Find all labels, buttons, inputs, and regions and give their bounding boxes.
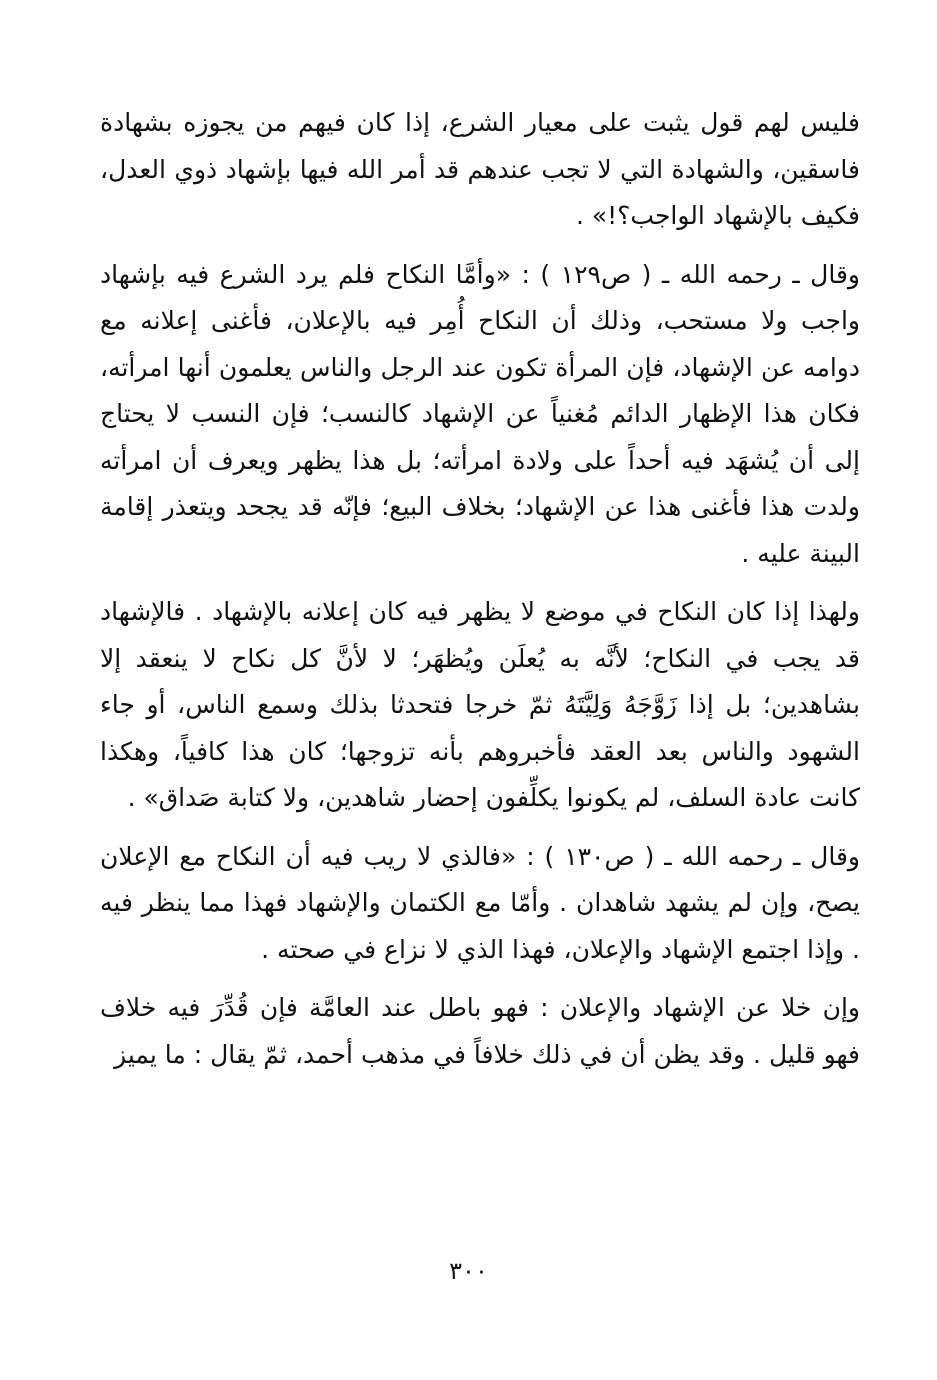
page-number: ٣٠٠ bbox=[449, 1257, 488, 1285]
paragraph-1: فليس لهم قول يثبت على معيار الشرع، إذا كان فيهم من يجوزه بشهادة فاسقين، والشهادة التي لا تجب عندهم قد أمر الله فيها بإشهاد ذوي العدل، فكيف بالإشهاد الواجب؟!» . bbox=[100, 108, 860, 230]
body-text bbox=[100, 100, 860, 1090]
paragraph-5: وإن خلا عن الإشهاد والإعلان : فهو باطل عند العامَّة فإن قُدِّرَ فيه خلاف فهو قليل . وقد يظن أن في ذلك خلافاً في مذهب أحمد، ثمّ يقال : ما يميز bbox=[100, 993, 860, 1069]
paragraph-2: وقال ـ رحمه الله ـ ( ص١٢٩ ) : «وأمَّا النكاح فلم يرد الشرع فيه بإشهاد واجب ولا مستحب، وذلك أن النكاح أُمِر فيه بالإعلان، فأغنى إعلانه مع دوامه عن الإشهاد، فإن المرأة تكون عند الرجل والناس يعلمون أنها امرأته، فكان هذا الإظهار الدائم مُغنياً عن الإشهاد كالنسب؛ فإن النسب لا يحتاج إلى أن يُشهَد فيه أحداً على ولادة امرأته؛ بل هذا يظهر ويعرف أن امرأته ولدت هذا فأغنى هذا عن الإشهاد؛ بخلاف البيع؛ فإنّه قد يجحد ويتعذر إقامة البينة عليه . bbox=[100, 259, 860, 568]
paragraph-4: وقال ـ رحمه الله ـ ( ص١٣٠ ) : «فالذي لا ريب فيه أن النكاح مع الإعلان يصح، وإن لم يشهد شاهدان . وأمّا مع الكتمان والإشهاد فهذا مما ينظر فيه . وإذا اجتمع الإشهاد والإعلان، فهذا الذي لا نزاع في صحته . bbox=[100, 841, 860, 964]
paragraph-3: ولهذا إذا كان النكاح في موضع لا يظهر فيه كان إعلانه بالإشهاد . فالإشهاد قد يجب في النكاح؛ لأنَّه به يُعلَن ويُظهَر؛ لا لأنَّ كل نكاح لا ينعقد إلا بشاهدين؛ بل إذا زَوَّجَهُ وَلِيَّتَهُ ثمّ خرجا فتحدثا بذلك وسمع الناس، أو جاء الشهود والناس بعد العقد فأخبروهم بأنه تزوجها؛ كان هذا كافياً، وهكذا كانت عادة السلف، لم يكونوا يكلِّفون إحضار شاهدين، ولا كتابة صَداق» . bbox=[100, 597, 860, 812]
